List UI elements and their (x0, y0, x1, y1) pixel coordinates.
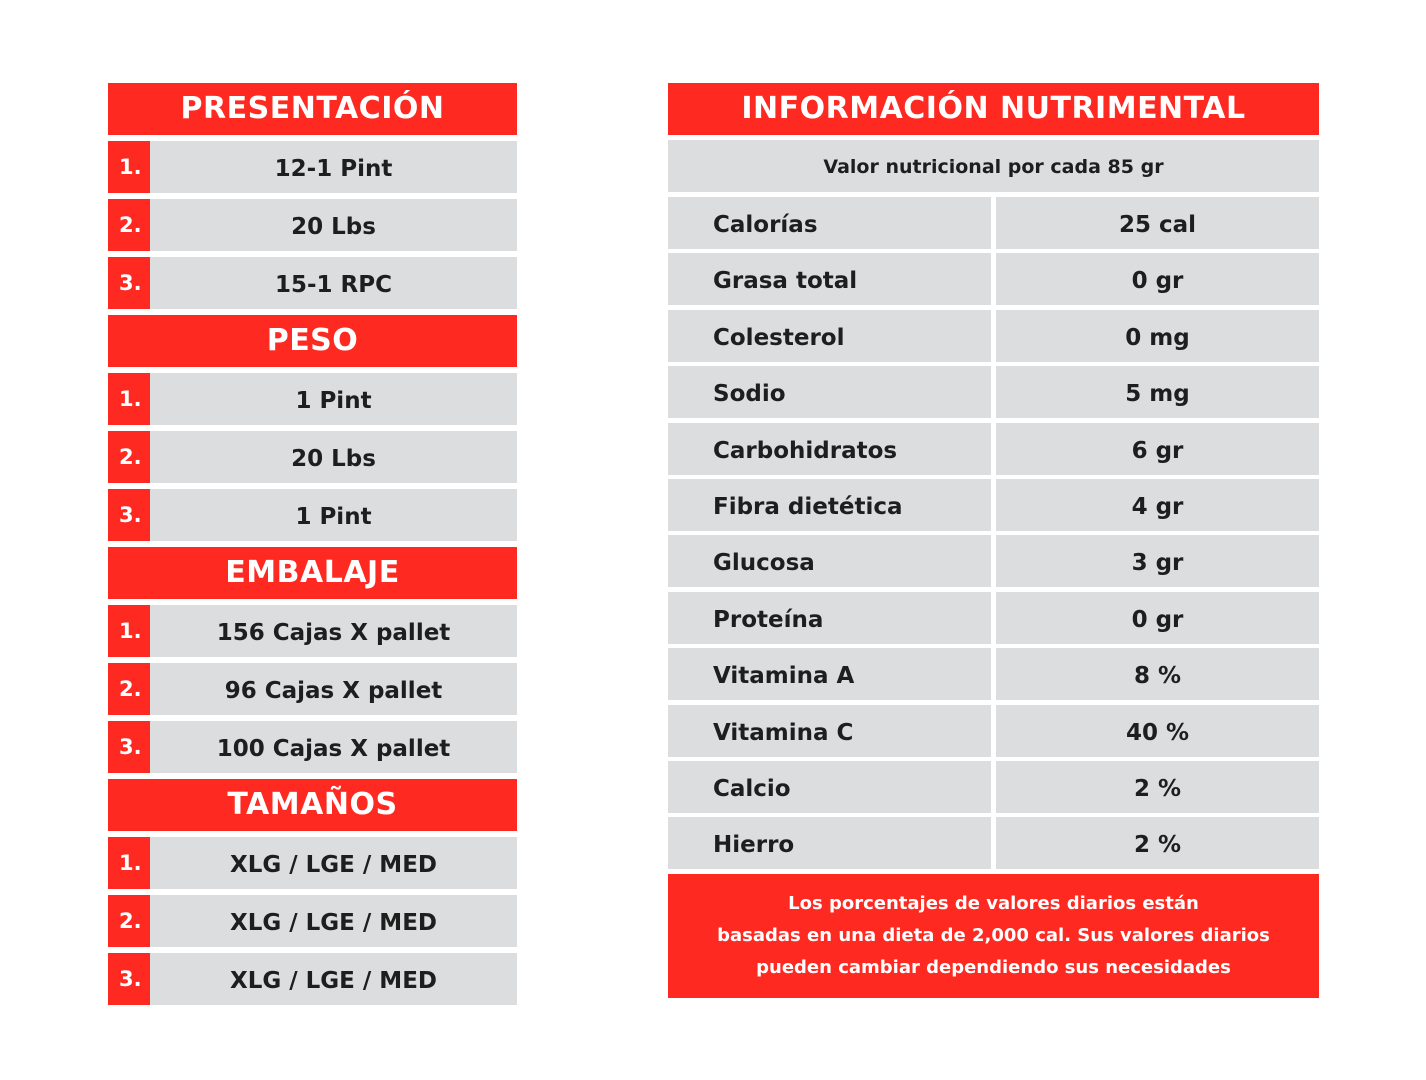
daily-values-footnote (668, 874, 1319, 998)
presentacion-row (108, 141, 517, 193)
row-value: 156 Cajas X pallet (150, 605, 517, 657)
nutrition-row (668, 592, 1319, 644)
nutrient-value: 5 mg (996, 366, 1319, 418)
row-number: 3. (108, 721, 150, 773)
nutrient-label: Vitamina C (668, 705, 991, 757)
nutrition-row (668, 310, 1319, 362)
row-value: 1 Pint (150, 373, 517, 425)
nutrient-label: Sodio (668, 366, 991, 418)
nutrient-label: Colesterol (668, 310, 991, 362)
nutrient-label: Calorías (668, 197, 991, 249)
embalaje-row (108, 605, 517, 657)
embalaje-header: EMBALAJE (108, 547, 517, 599)
row-value: 20 Lbs (150, 431, 517, 483)
embalaje-row (108, 663, 517, 715)
nutrition-row (668, 253, 1319, 305)
footnote-line: pueden cambiar dependiendo sus necesidades (756, 956, 1231, 978)
peso-row (108, 489, 517, 541)
row-value: 15-1 RPC (150, 257, 517, 309)
row-value: 1 Pint (150, 489, 517, 541)
nutrition-panel (668, 83, 1319, 998)
presentacion-header: PRESENTACIÓN (108, 83, 517, 135)
tamanos-row (108, 895, 517, 947)
nutrient-value: 4 gr (996, 479, 1319, 531)
nutrient-label: Calcio (668, 761, 991, 813)
row-value: XLG / LGE / MED (150, 895, 517, 947)
embalaje-row (108, 721, 517, 773)
nutrition-row (668, 648, 1319, 700)
nutrient-value: 25 cal (996, 197, 1319, 249)
nutrient-value: 40 % (996, 705, 1319, 757)
row-number: 3. (108, 257, 150, 309)
row-number: 3. (108, 489, 150, 541)
nutrition-title: INFORMACIÓN NUTRIMENTAL (668, 83, 1319, 135)
nutrient-value: 0 gr (996, 592, 1319, 644)
nutrient-value: 2 % (996, 761, 1319, 813)
row-number: 1. (108, 141, 150, 193)
nutrient-label: Proteína (668, 592, 991, 644)
nutrition-row (668, 479, 1319, 531)
row-number: 2. (108, 431, 150, 483)
row-number: 2. (108, 199, 150, 251)
nutrient-value: 6 gr (996, 423, 1319, 475)
presentacion-row (108, 199, 517, 251)
nutrient-value: 8 % (996, 648, 1319, 700)
tamanos-row (108, 953, 517, 1005)
nutrient-value: 0 gr (996, 253, 1319, 305)
row-number: 1. (108, 605, 150, 657)
row-number: 2. (108, 895, 150, 947)
product-specs-panel (108, 83, 517, 1011)
nutrition-row (668, 817, 1319, 869)
nutrition-row (668, 423, 1319, 475)
nutrition-row (668, 197, 1319, 249)
footnote-line: Los porcentajes de valores diarios están (788, 892, 1199, 914)
peso-header: PESO (108, 315, 517, 367)
nutrient-label: Glucosa (668, 535, 991, 587)
nutrient-value: 2 % (996, 817, 1319, 869)
nutrition-row (668, 535, 1319, 587)
row-value: 100 Cajas X pallet (150, 721, 517, 773)
nutrition-row (668, 761, 1319, 813)
nutrient-label: Fibra dietética (668, 479, 991, 531)
nutrition-subtitle: Valor nutricional por cada 85 gr (668, 140, 1319, 192)
presentacion-row (108, 257, 517, 309)
row-number: 1. (108, 373, 150, 425)
row-value: 96 Cajas X pallet (150, 663, 517, 715)
nutrition-row (668, 705, 1319, 757)
row-value: 20 Lbs (150, 199, 517, 251)
row-value: XLG / LGE / MED (150, 837, 517, 889)
row-value: 12-1 Pint (150, 141, 517, 193)
nutrient-label: Carbohidratos (668, 423, 991, 475)
tamanos-header: TAMAÑOS (108, 779, 517, 831)
row-number: 1. (108, 837, 150, 889)
nutrient-label: Vitamina A (668, 648, 991, 700)
footnote-line: basadas en una dieta de 2,000 cal. Sus valores diarios (717, 924, 1270, 946)
tamanos-row (108, 837, 517, 889)
row-number: 3. (108, 953, 150, 1005)
nutrient-label: Grasa total (668, 253, 991, 305)
peso-row (108, 373, 517, 425)
peso-row (108, 431, 517, 483)
nutrient-value: 0 mg (996, 310, 1319, 362)
row-number: 2. (108, 663, 150, 715)
nutrient-value: 3 gr (996, 535, 1319, 587)
nutrient-label: Hierro (668, 817, 991, 869)
row-value: XLG / LGE / MED (150, 953, 517, 1005)
nutrition-row (668, 366, 1319, 418)
